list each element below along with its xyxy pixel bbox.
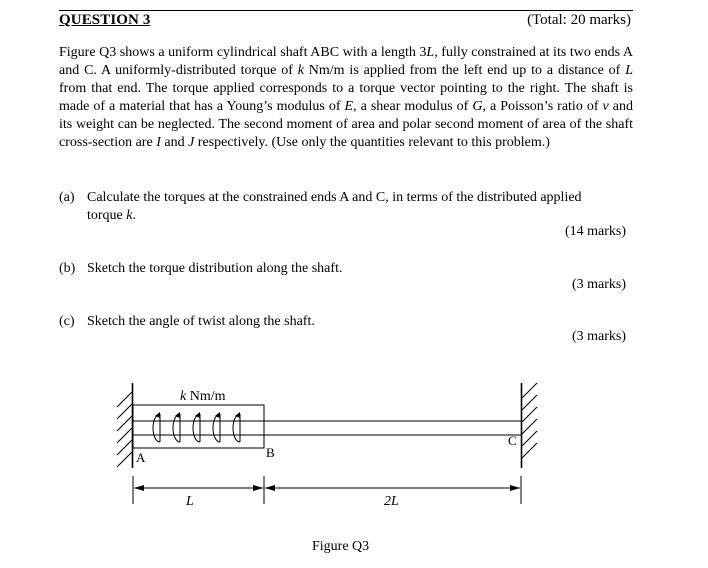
part-a-text-line2: torque k.	[87, 208, 136, 223]
part-b-label: (b)	[59, 261, 76, 276]
intro-variable: G	[472, 99, 483, 115]
question-total-marks: (Total: 20 marks)	[527, 12, 631, 28]
point-b-label: B	[266, 445, 275, 460]
intro-text-run: , a Poisson’s ratio of	[482, 99, 603, 115]
torque-arrowheads	[155, 412, 240, 418]
intro-variable: I	[156, 135, 161, 151]
part-a-label: (a)	[59, 190, 75, 205]
part-c-marks: (3 marks)	[571, 329, 626, 344]
intro-variable: L	[625, 63, 633, 79]
question-title: QUESTION 3	[59, 12, 151, 28]
intro-text-run: Nm/m is applied from the left end up to a distance of	[303, 63, 626, 79]
intro-text-run: , a shear modulus of	[353, 99, 473, 115]
intro-text-run: , fully constrained at its two ends A and C. A uniformly-distributed torque of	[59, 45, 633, 79]
part-c-label: (c)	[59, 314, 75, 329]
part-b-marks: (3 marks)	[571, 277, 626, 292]
point-a-label: A	[136, 450, 146, 465]
intro-variable: L	[426, 45, 435, 60]
intro-variable: k	[297, 63, 304, 79]
dim-ab-label: L	[186, 494, 194, 509]
intro-variable: ν	[602, 99, 609, 115]
torque-loops	[153, 414, 240, 442]
figure-caption: Figure Q3	[312, 539, 370, 554]
part-b-text: Sketch the torque distribution along the shaft.	[87, 261, 343, 276]
part-a-var-k: k	[126, 208, 133, 223]
intro-variable: E	[344, 99, 354, 115]
intro-text-run: and	[160, 135, 189, 151]
part-c-text: Sketch the angle of twist along the shaft.	[87, 314, 315, 329]
left-wall-hatching	[117, 392, 132, 467]
part-a-marks: (14 marks)	[564, 224, 626, 239]
intro-text-run: and its weight can be neglected. The second moment of area and polar second moment of area of the shaft cross-section are	[59, 99, 633, 151]
intro-text-run: from that end. The torque applied corresponds to a torque vector pointing to the right. The shaft is made of a material that has a Young’s modulus of	[59, 81, 633, 115]
dim-bc-label: 2L	[384, 494, 399, 509]
right-wall-hatching	[522, 383, 537, 458]
point-c-label: C	[508, 433, 517, 448]
load-label: k Nm/m	[180, 389, 226, 404]
part-a-text-line1: Calculate the torques at the constrained ends A and C, in terms of the distributed applied	[87, 190, 582, 205]
intro-text-run: Figure Q3 shows a uniform cylindrical shaft ABC with a length 3	[59, 45, 427, 60]
intro-variable: J	[188, 135, 195, 151]
intro-text-run: respectively. (Use only the quantities relevant to this problem.)	[194, 135, 550, 151]
